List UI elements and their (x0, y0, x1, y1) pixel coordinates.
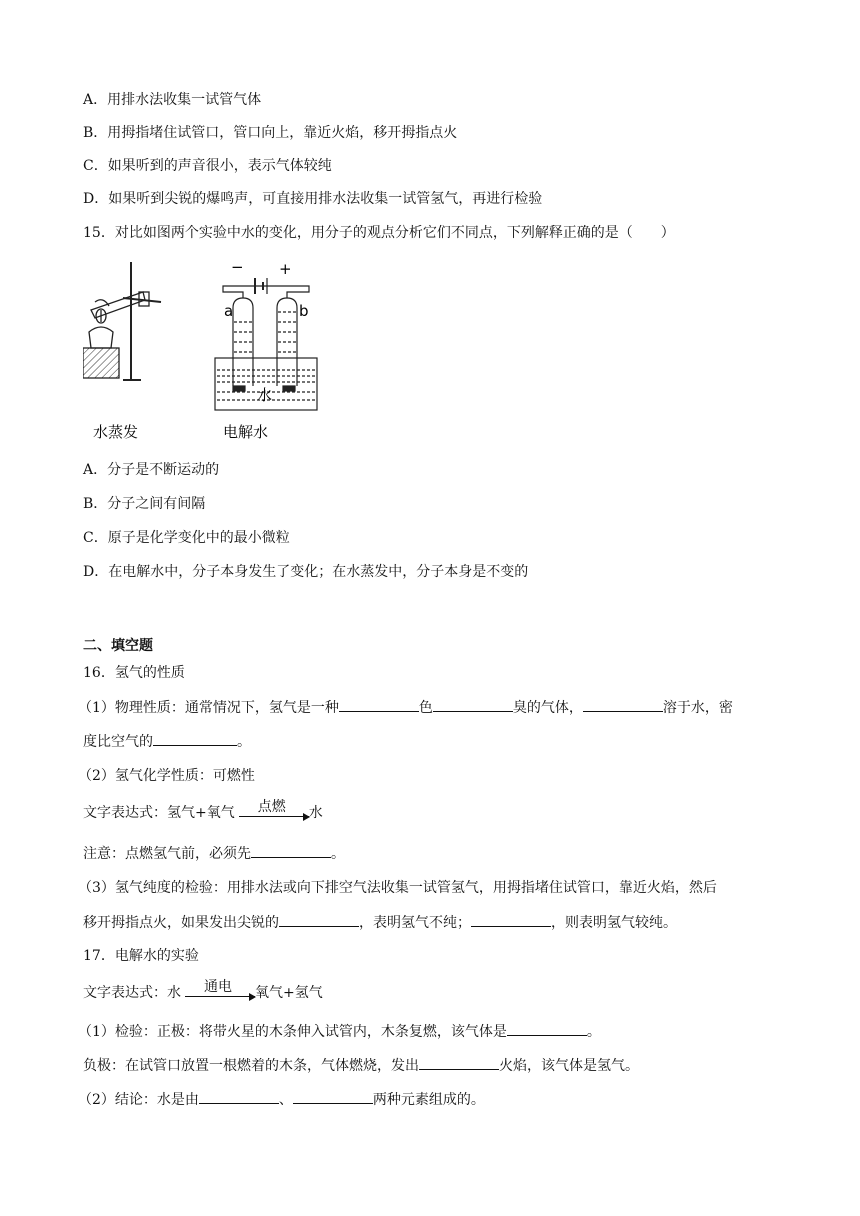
blank[interactable] (339, 697, 419, 712)
q16-p1-line1: （1）物理性质：通常情况下，氢气是一种 色 臭的气体， 溶于水，密 (78, 697, 733, 718)
blank[interactable] (251, 843, 331, 858)
q16-p3-line1: （3）氢气纯度的检验：用排水法或向下排空气法收集一试管氢气，用拇指堵住试管口，靠近火焰，然后 (78, 880, 717, 896)
q15-option-d: D．在电解水中，分子本身发生了变化；在水蒸发中，分子本身是不变的 (83, 564, 529, 580)
water-label: 水 (257, 386, 273, 404)
reaction-arrow: 通电 (181, 983, 255, 1003)
blank[interactable] (279, 912, 359, 927)
q16-p2: （2）氢气化学性质：可燃性 (78, 768, 255, 784)
q15-option-c: C．原子是化学变化中的最小微粒 (83, 530, 290, 546)
q16-p3-line2: 移开拇指点火，如果发出尖锐的 ，表明氢气不纯； ，则表明氢气较纯。 (83, 912, 677, 933)
blank[interactable] (583, 697, 663, 712)
q15-option-a: A．分子是不断运动的 (83, 462, 220, 478)
evaporation-caption: 水蒸发 (93, 423, 139, 441)
blank[interactable] (507, 1021, 587, 1036)
evaporation-apparatus (83, 262, 161, 380)
tube-b-label: b (299, 302, 309, 320)
q14-option-c: C．如果听到的声音很小，表示气体较纯 (83, 158, 332, 174)
blank[interactable] (419, 1055, 499, 1070)
q15-option-b: B．分子之间有间隔 (83, 496, 206, 512)
q17-title: 17．电解水的实验 (83, 948, 199, 964)
positive-terminal-label: + (279, 262, 292, 278)
q16-title: 16．氢气的性质 (83, 665, 185, 681)
q17-equation: 文字表达式：水 通电 氧气+氢气 (83, 979, 323, 1001)
q16-note: 注意：点燃氢气前，必须先 。 (83, 843, 345, 864)
section-title: 二、填空题 (83, 638, 153, 654)
q15-stem: 15．对比如图两个实验中水的变化，用分子的观点分析它们不同点，下列解释正确的是（ ） (83, 225, 675, 241)
q16-p1-line2: 度比空气的 。 (83, 731, 251, 752)
blank[interactable] (471, 912, 551, 927)
q16-equation: 文字表达式：氢气+氧气 点燃 水 (83, 799, 323, 821)
q14-option-d: D．如果听到尖锐的爆鸣声，可直接用排水法收集一试管氢气，再进行检验 (83, 191, 543, 207)
blank[interactable] (199, 1089, 279, 1104)
electrolysis-caption: 电解水 (223, 423, 269, 441)
q17-p2: 负极：在试管口放置一根燃着的木条，气体燃烧，发出 火焰，该气体是氢气。 (83, 1055, 639, 1076)
q17-p3: （2）结论：水是由 、 两种元素组成的。 (78, 1089, 485, 1110)
q17-p1: （1）检验：正极：将带火星的木条伸入试管内，木条复燃，该气体是 。 (78, 1021, 601, 1042)
q15-figure (83, 262, 323, 444)
blank[interactable] (293, 1089, 373, 1104)
blank[interactable] (153, 731, 237, 746)
q14-option-b: B．用拇指堵住试管口，管口向上，靠近火焰，移开拇指点火 (83, 125, 458, 141)
q14-option-a: A．用排水法收集一试管气体 (83, 92, 262, 108)
blank[interactable] (433, 697, 513, 712)
tube-a-label: a (224, 302, 234, 320)
negative-terminal-label: − (231, 262, 244, 276)
reaction-arrow: 点燃 (235, 803, 309, 823)
